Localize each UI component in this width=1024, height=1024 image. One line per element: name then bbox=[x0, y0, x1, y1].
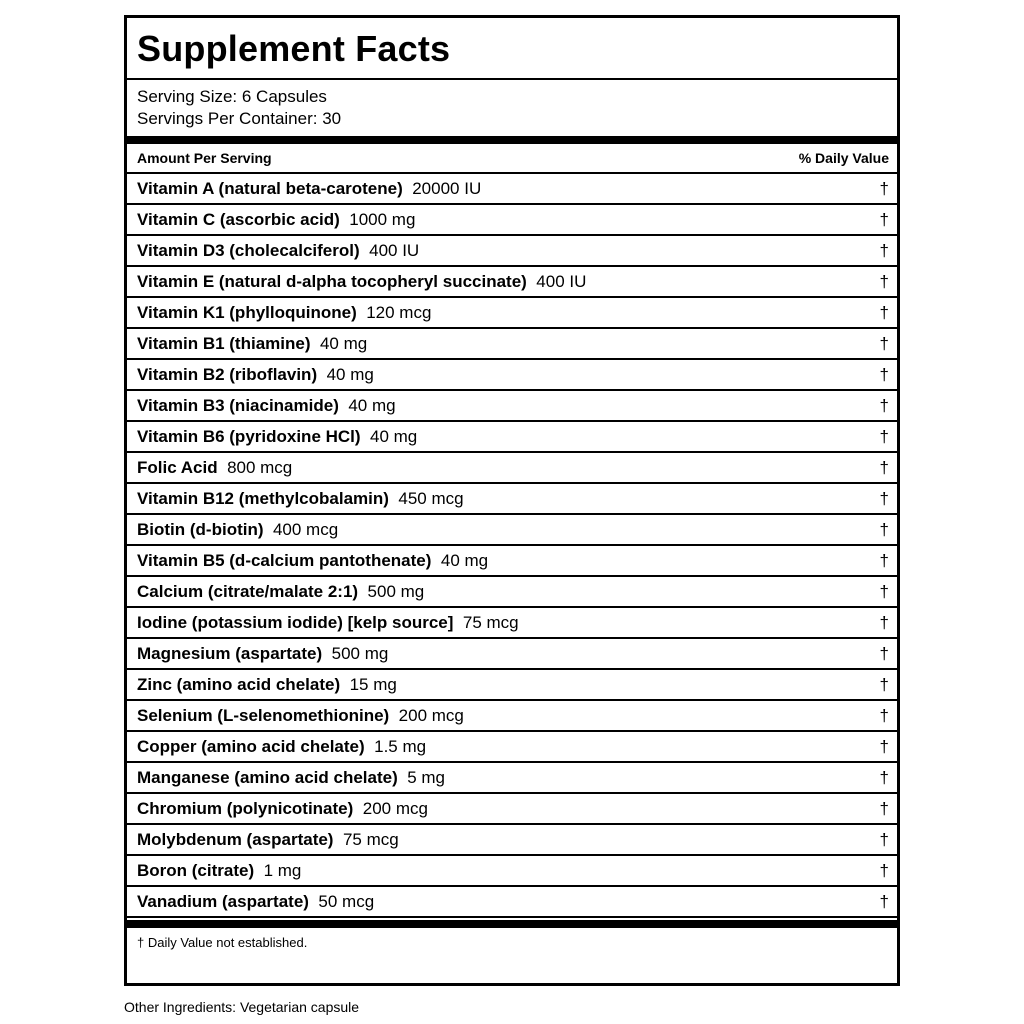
thick-divider-top bbox=[127, 136, 897, 144]
nutrient-amount: 5 mg bbox=[407, 768, 445, 787]
nutrient-name: Vitamin B2 (riboflavin) bbox=[137, 365, 318, 384]
nutrient-daily-value: † bbox=[879, 303, 889, 322]
nutrient-name: Vitamin B5 (d-calcium pantothenate) bbox=[137, 551, 432, 570]
nutrient-row bbox=[127, 856, 897, 887]
nutrient-name: Vanadium (aspartate) bbox=[137, 892, 309, 911]
nutrient-text bbox=[137, 236, 419, 265]
nutrient-amount: 75 mcg bbox=[462, 613, 519, 632]
nutrient-amount: 40 mg bbox=[348, 396, 396, 415]
nutrient-text bbox=[137, 577, 424, 606]
nutrient-row bbox=[127, 701, 897, 732]
nutrient-row bbox=[127, 763, 897, 794]
nutrient-row bbox=[127, 453, 897, 484]
nutrient-row bbox=[127, 267, 897, 298]
nutrient-amount: 120 mcg bbox=[366, 303, 432, 322]
nutrient-amount: 20000 IU bbox=[412, 179, 482, 198]
nutrient-text bbox=[137, 205, 415, 234]
nutrient-row bbox=[127, 391, 897, 422]
nutrient-row bbox=[127, 329, 897, 360]
footnote: † Daily Value not established. bbox=[137, 935, 308, 950]
nutrient-amount: 1000 mg bbox=[349, 210, 416, 229]
nutrient-name: Biotin (d-biotin) bbox=[137, 520, 264, 539]
nutrient-daily-value: † bbox=[879, 613, 889, 632]
nutrient-amount: 15 mg bbox=[349, 675, 397, 694]
nutrient-daily-value: † bbox=[879, 241, 889, 260]
nutrient-amount: 1.5 mg bbox=[374, 737, 427, 756]
nutrient-name: Vitamin B6 (pyridoxine HCl) bbox=[137, 427, 361, 446]
nutrient-daily-value: † bbox=[879, 799, 889, 818]
serving-size: Serving Size: 6 Capsules bbox=[137, 87, 327, 106]
nutrient-amount: 400 IU bbox=[536, 272, 587, 291]
nutrient-amount: 40 mg bbox=[440, 551, 489, 570]
nutrient-daily-value: † bbox=[879, 675, 889, 694]
nutrient-row bbox=[127, 298, 897, 329]
nutrient-daily-value: † bbox=[879, 365, 889, 384]
nutrient-text bbox=[137, 608, 519, 637]
nutrient-name: Vitamin C (ascorbic acid) bbox=[137, 210, 340, 229]
nutrient-name: Chromium (polynicotinate) bbox=[137, 799, 354, 818]
nutrient-text bbox=[137, 856, 301, 885]
nutrient-row bbox=[127, 887, 897, 918]
nutrient-text bbox=[137, 391, 396, 420]
nutrient-text bbox=[137, 794, 428, 823]
nutrient-text bbox=[137, 267, 586, 296]
nutrient-amount: 200 mcg bbox=[398, 706, 464, 725]
column-header-row bbox=[127, 144, 897, 174]
nutrient-amount: 1 mg bbox=[263, 861, 302, 880]
nutrient-name: Vitamin D3 (cholecalciferol) bbox=[137, 241, 360, 260]
nutrient-text bbox=[137, 887, 374, 916]
nutrient-name: Molybdenum (aspartate) bbox=[137, 830, 334, 849]
thick-divider-bottom bbox=[127, 920, 897, 928]
daily-value-label: % Daily Value bbox=[798, 150, 889, 166]
nutrient-text bbox=[137, 825, 399, 854]
nutrient-amount: 50 mcg bbox=[318, 892, 375, 911]
nutrient-name: Vitamin K1 (phylloquinone) bbox=[137, 303, 357, 322]
nutrient-text bbox=[137, 360, 374, 389]
nutrient-text bbox=[137, 701, 464, 730]
nutrient-row bbox=[127, 670, 897, 701]
nutrient-daily-value: † bbox=[879, 427, 889, 446]
nutrient-text bbox=[137, 515, 338, 544]
serving-info bbox=[137, 86, 341, 130]
nutrient-text bbox=[137, 732, 426, 761]
nutrient-text bbox=[137, 639, 388, 668]
nutrient-daily-value: † bbox=[879, 334, 889, 353]
nutrient-name: Vitamin B1 (thiamine) bbox=[137, 334, 311, 353]
nutrient-name: Magnesium (aspartate) bbox=[137, 644, 323, 663]
nutrient-name: Vitamin A (natural beta-carotene) bbox=[137, 179, 403, 198]
nutrient-amount: 400 mcg bbox=[272, 520, 339, 539]
nutrient-name: Copper (amino acid chelate) bbox=[137, 737, 365, 756]
nutrient-row bbox=[127, 794, 897, 825]
nutrient-row bbox=[127, 515, 897, 546]
nutrient-name: Folic Acid bbox=[137, 458, 218, 477]
nutrient-daily-value: † bbox=[879, 489, 889, 508]
nutrient-text bbox=[137, 329, 367, 358]
panel-title: Supplement Facts bbox=[137, 28, 451, 69]
nutrient-text bbox=[137, 484, 464, 513]
nutrient-daily-value: † bbox=[879, 830, 889, 849]
nutrient-daily-value: † bbox=[879, 768, 889, 787]
nutrient-row bbox=[127, 639, 897, 670]
nutrient-daily-value: † bbox=[879, 737, 889, 756]
nutrient-daily-value: † bbox=[879, 520, 889, 539]
nutrient-name: Vitamin B12 (methylcobalamin) bbox=[137, 489, 389, 508]
nutrient-daily-value: † bbox=[879, 210, 889, 229]
nutrient-daily-value: † bbox=[879, 272, 889, 291]
nutrient-text bbox=[137, 174, 481, 203]
nutrient-amount: 40 mg bbox=[370, 427, 418, 446]
nutrient-daily-value: † bbox=[879, 706, 889, 725]
nutrient-name: Boron (citrate) bbox=[137, 861, 255, 880]
nutrient-name: Zinc (amino acid chelate) bbox=[137, 675, 341, 694]
amount-per-serving-label: Amount Per Serving bbox=[137, 150, 272, 166]
nutrient-amount: 500 mg bbox=[367, 582, 425, 601]
nutrient-daily-value: † bbox=[879, 892, 889, 911]
nutrient-daily-value: † bbox=[879, 644, 889, 663]
nutrient-row bbox=[127, 360, 897, 391]
nutrient-amount: 500 mg bbox=[331, 644, 389, 663]
title-box bbox=[127, 18, 897, 80]
servings-per-container: Servings Per Container: 30 bbox=[137, 109, 342, 128]
nutrient-amount: 40 mg bbox=[319, 334, 368, 353]
nutrient-text bbox=[137, 298, 431, 327]
nutrient-text bbox=[137, 546, 488, 575]
nutrient-row bbox=[127, 732, 897, 763]
nutrient-text bbox=[137, 670, 397, 699]
nutrient-name: Iodine (potassium iodide) [kelp source] bbox=[137, 613, 454, 632]
supplement-facts-panel bbox=[124, 15, 900, 986]
nutrient-row bbox=[127, 422, 897, 453]
nutrient-amount: 400 IU bbox=[369, 241, 420, 260]
nutrient-name: Calcium (citrate/malate 2:1) bbox=[137, 582, 359, 601]
nutrient-amount: 450 mcg bbox=[398, 489, 464, 508]
nutrient-list bbox=[127, 174, 897, 918]
nutrient-name: Vitamin B3 (niacinamide) bbox=[137, 396, 339, 415]
nutrient-amount: 75 mcg bbox=[342, 830, 399, 849]
nutrient-daily-value: † bbox=[879, 458, 889, 477]
nutrient-row bbox=[127, 546, 897, 577]
nutrient-name: Selenium (L-selenomethionine) bbox=[137, 706, 390, 725]
nutrient-row bbox=[127, 825, 897, 856]
nutrient-name: Vitamin E (natural d-alpha tocopheryl succinate) bbox=[137, 272, 527, 291]
nutrient-daily-value: † bbox=[879, 551, 889, 570]
nutrient-amount: 40 mg bbox=[326, 365, 374, 384]
nutrient-daily-value: † bbox=[879, 179, 889, 198]
nutrient-row bbox=[127, 608, 897, 639]
nutrient-row bbox=[127, 236, 897, 267]
nutrient-row bbox=[127, 484, 897, 515]
nutrient-row bbox=[127, 205, 897, 236]
nutrient-text bbox=[137, 453, 292, 482]
nutrient-text bbox=[137, 422, 417, 451]
nutrient-row bbox=[127, 577, 897, 608]
nutrient-text bbox=[137, 763, 445, 792]
nutrient-daily-value: † bbox=[879, 582, 889, 601]
nutrient-row bbox=[127, 174, 897, 205]
nutrient-name: Manganese (amino acid chelate) bbox=[137, 768, 398, 787]
nutrient-daily-value: † bbox=[879, 396, 889, 415]
nutrient-amount: 200 mcg bbox=[362, 799, 428, 818]
nutrient-amount: 800 mcg bbox=[227, 458, 293, 477]
other-ingredients: Other Ingredients: Vegetarian capsule bbox=[124, 999, 360, 1015]
nutrient-daily-value: † bbox=[879, 861, 889, 880]
